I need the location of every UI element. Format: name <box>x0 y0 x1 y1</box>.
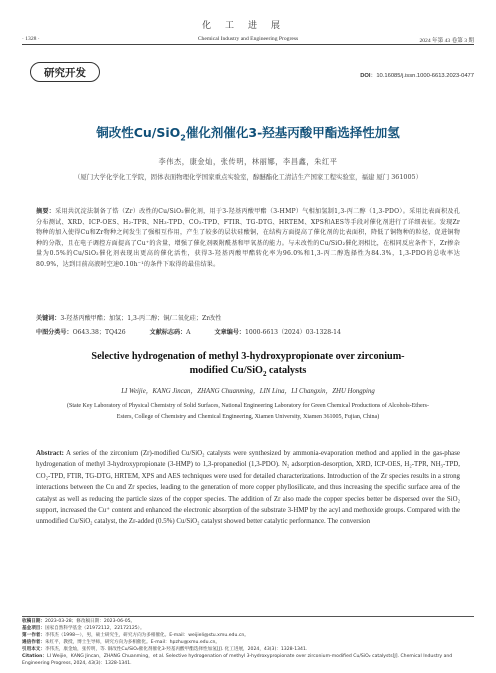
classification-zh <box>36 327 466 336</box>
article-id: 文章编号：1000-6613（2024）03-1328-14 <box>214 329 341 336</box>
authors-en: LI Weijie，KANG Jincan，ZHANG Chuanming，LIN Lina，LI Changxin，ZHU Hongping <box>121 388 375 395</box>
footnote-cite-zh: 引用本文：李伟杰，康金灿，张传明，等. 铜改性Cu/SiO₂催化剂催化3-羟基丙酸甲酯选择性加氢[J]. 化工进展，2024，43(3)：1328-1341. <box>22 647 308 652</box>
title-en-line2: modified Cu/SiO$_2$ catalysts <box>189 365 307 379</box>
clc-number: 中图分类号：O643.38；TQ426 <box>36 329 126 336</box>
footnote-citation-en: Citation：LI Weijie，KANG Jincan，ZHANG Chuanming，et al. Selective hydrogenation of methyl 3-hydroxypropionate over zirconium-modified Cu/SiO₂ catalysts[J]. Chemical Industry and Engineering Progress, 2024, 43(3)：1328-1341. <box>22 654 453 666</box>
keywords-zh <box>36 313 460 322</box>
affiliation-en: (State Key Laboratory of Physical Chemistry of Solid Surfaces, National Engineering Laboratory for Green Chemical Productions of Alcohols-Ethers-Esters, College of Chemistry and Chemical Engineering, Xiamen University, Xiamen 361005, Fujian, China) <box>67 403 429 420</box>
footnote-rule <box>22 616 474 617</box>
doi-line[interactable] <box>360 70 474 79</box>
article-title-en <box>30 350 466 381</box>
abstract-zh <box>36 207 460 271</box>
affiliation-zh: （厦门大学化学化工学院，固体表面物理化学国家重点实验室，醇醚酯化工清洁生产国家工程实验室，福建 厦门 361005） <box>74 173 422 181</box>
header-rule <box>22 44 474 45</box>
journal-title-zh: 化工进展 <box>201 21 294 31</box>
footnote-funding: 基金项目：国家自然科学基金（21972112，22172125）。 <box>22 626 145 631</box>
journal-title-en: Chemical Industry and Engineering Progress <box>197 36 299 42</box>
keywords-zh-text: 3-羟基丙酸甲酯；加氢；1,3-丙二醇；铜/二氧化硅；Zr改性 <box>60 315 222 322</box>
authors-zh: 李伟杰，康金灿，张传明，林丽娜，李昌鑫，朱红平 <box>158 157 338 166</box>
doi-label: DOI <box>360 73 371 79</box>
article-title-zh <box>0 123 496 143</box>
keywords-zh-label: 关键词： <box>36 315 61 322</box>
footnote-first-author: 第一作者：李伟杰（1998—），男，硕士研究生，研究方向为多相催化。E-mail：weijieli@stu.xmu.edu.cn。 <box>22 633 249 638</box>
page-number: · 1328 · <box>22 36 40 42</box>
footnote-corresponding: 通信作者：朱红平，教授，博士生导师，研究方向为多相催化。E-mail：hpzhu@xmu.edu.cn。 <box>22 640 221 645</box>
issue-info: 2024 年第 43 卷第 3 期 <box>419 38 474 44</box>
title-zh-part1: 铜改性Cu/SiO <box>96 125 181 140</box>
abstract-en <box>36 448 460 528</box>
title-zh-part2: 催化剂催化3-羟基丙酸甲酯选择性加氢 <box>185 125 400 140</box>
abstract-zh-label: 摘要： <box>36 208 56 215</box>
footnote-received: 收稿日期：2023-03-28；修改稿日期：2023-06-05。 <box>22 619 136 624</box>
title-zh-subscript: 2 <box>180 133 186 143</box>
abstract-zh-text: 采用共沉淀法制备了锆（Zr）改性的Cu/SiO₂催化剂，用于3-羟基丙酸甲酯（3-HMP）气相加氢制1,3-丙二醇（1,3-PDO）。采用比表面积及孔分布测试、XRD、ICP-OES、H₂-TPR、NH₃-TPD、CO₂-TPD、FTIR、TG-DTG、HRTEM、XPS和AES等手段对催化剂进行了详细表征。发现Zr物种的加入使得Cu和Zr物种之间发生了强相互作用，产生了较多的层状硅酸铜，在结构方面提高了催化剂的比表面积，降低了铜物种的粒径，促进铜物种的分散，且在电子调控方面提高了Cu⁺的含量，增强了催化剂吸附酰基和甲氧基的能力。与未改性的Cu/SiO₂催化剂相比，在相同反应条件下，Zr掺杂量为0.5%的Cu/SiO₂催化剂表现出更高的催化活性，获得3-羟基丙酸甲酯转化率为96.0%和1,3-丙二醇选择性为84.3%，1,3-PDO的总收率达80.9%，达到目前高液时空速0.10h⁻¹的条件下取得的最佳结果。 <box>36 208 460 268</box>
title-en-line1: Selective hydrogenation of methyl 3-hydroxypropionate over zirconium- <box>91 351 405 362</box>
section-badge: 研究开发 <box>30 62 100 82</box>
abstract-en-text: A series of the zirconium (Zr)-modified Cu/SiO₂ catalysts were synthesized by ammonia-evaporation method and applied in the gas-phase hydrogenation of methyl 3-hydroxypropionate (3-HMP) to 1,3-propanediol (1,3-PDO). N₂ adsorption-desorption, XRD, ICP-OES, H₂-TPR, NH₃-TPD, CO₂-TPD, FTIR, TG-DTG, HRTEM, XPS and AES techniques were used for detailed characterizations. Introduction of the Zr species results in a strong interactions between the Cu and Zr species, leading to the generation of more copper phyllosilicate, and thus increasing the specific surface area of the catalyst as well as reducing the particle sizes of the copper species. The addition of Zr also made the copper species better be dispersed over the SiO₂ support, increased the Cu⁺ content and enhanced the electronic absorption of the substrate 3-HMP by the acyl and methoxide groups. Compared with the unmodified Cu/SiO₂ catalyst, the Zr-added (0.5%) Cu/SiO₂ catalyst showed better catalytic performance. The conversion <box>36 450 460 526</box>
doi-value: ：10.16085/j.issn.1000-6613.2023-0477 <box>370 73 474 79</box>
document-code: 文献标志码：A <box>149 329 191 336</box>
abstract-en-label: Abstract: <box>36 450 64 457</box>
